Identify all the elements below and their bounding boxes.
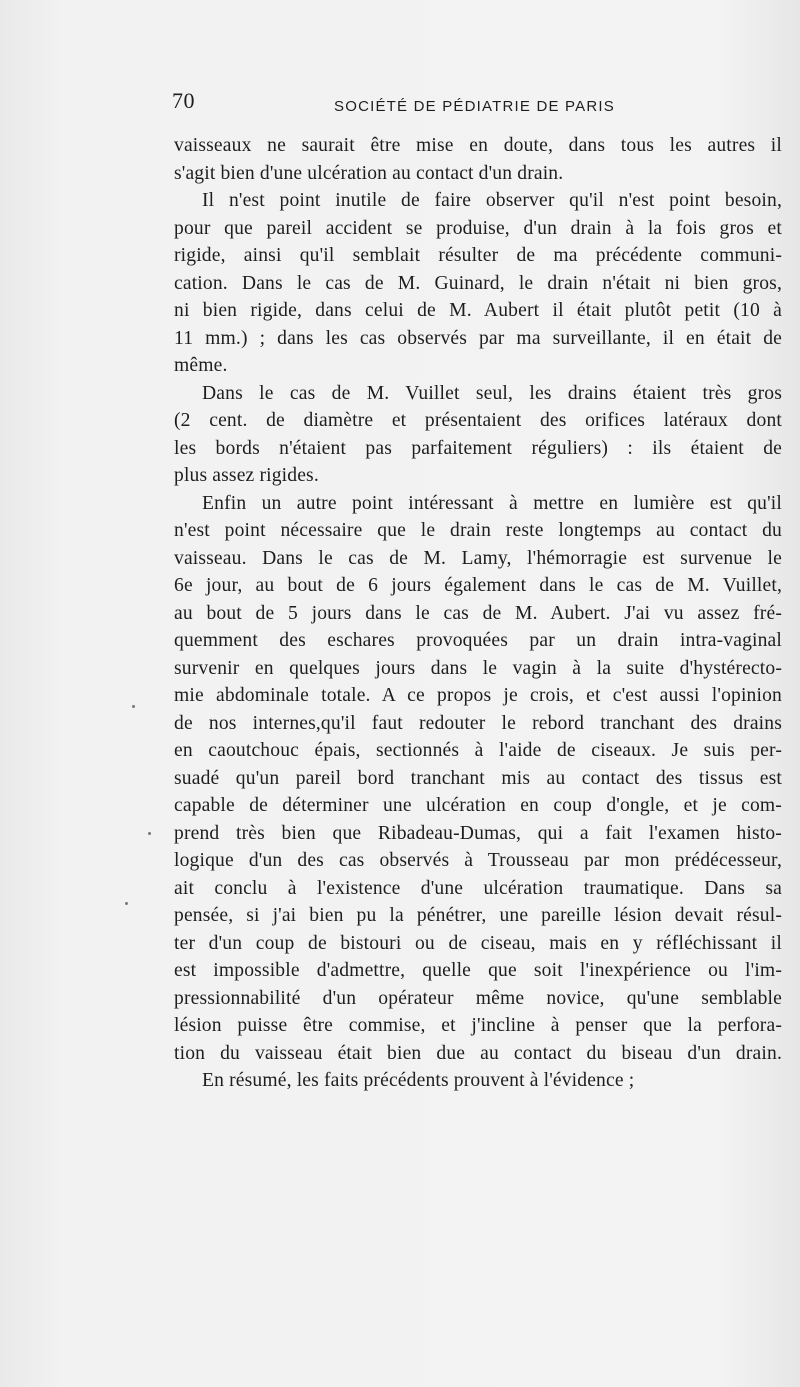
text-line: capable de déterminer une ulcération en coup d'ongle, et je com- xyxy=(174,795,782,816)
text-line: les bords n'étaient pas parfaitement réguliers) : ils étaient de xyxy=(174,437,782,459)
text-line: de nos internes,qu'il faut redouter le rebord tranchant des drains xyxy=(174,712,782,734)
text-line: ter d'un coup de bistouri ou de ciseau, mais en y réfléchissant il xyxy=(174,932,782,954)
paragraph-start-line: Dans le cas de M. Vuillet seul, les drains étaient très gros xyxy=(202,382,782,404)
text-line: au bout de 5 jours dans le cas de M. Aubert. J'ai vu assez fré- xyxy=(174,602,782,624)
text-line: plus assez rigides. xyxy=(174,465,319,486)
text-line: vaisseaux ne saurait être mise en doute, dans tous les autres il xyxy=(174,135,782,156)
text-line: s'agit bien d'une ulcération au contact d'un drain. xyxy=(174,162,564,184)
text-line: suadé qu'un pareil bord tranchant mis au contact des tissus est xyxy=(174,767,782,789)
text-line: tion du vaisseau était bien due au contact du biseau d'un drain. xyxy=(174,1042,782,1064)
paragraph-start-line: Enfin un autre point intéressant à mettre en lumière est qu'il xyxy=(202,492,782,514)
text-line: 6e jour, au bout de 6 jours également dans le cas de M. Vuillet, xyxy=(174,575,782,596)
body-text xyxy=(174,132,782,1095)
text-line: est impossible d'admettre, quelle que soit l'inexpérience ou l'im- xyxy=(174,960,782,981)
scan-speck xyxy=(125,902,128,905)
scan-speck xyxy=(148,832,151,835)
text-line: rigide, ainsi qu'il semblait résulter de ma précédente communi- xyxy=(174,245,782,266)
text-line: (2 cent. de diamètre et présentaient des orifices latéraux dont xyxy=(174,410,782,431)
text-line: mie abdominale totale. A ce propos je crois, et c'est aussi l'opinion xyxy=(174,685,782,706)
text-line: logique d'un des cas observés à Trousseau par mon prédécesseur, xyxy=(174,850,782,871)
text-line: 11 mm.) ; dans les cas observés par ma surveillante, il en était de xyxy=(174,327,782,349)
running-head: SOCIÉTÉ DE PÉDIATRIE DE PARIS xyxy=(334,98,615,115)
text-line: même. xyxy=(174,355,228,376)
text-line: ni bien rigide, dans celui de M. Aubert il était plutôt petit (10 à xyxy=(174,300,782,321)
paragraph-start-line: Il n'est point inutile de faire observer qu'il n'est point besoin, xyxy=(202,190,782,211)
page-number: 70 xyxy=(172,88,195,113)
text-line: ait conclu à l'existence d'une ulcération traumatique. Dans sa xyxy=(174,877,782,899)
text-line: quemment des eschares provoquées par un drain intra-vaginal xyxy=(174,630,782,651)
text-line: vaisseau. Dans le cas de M. Lamy, l'hémorragie est survenue le xyxy=(174,547,782,569)
text-line: en caoutchouc épais, sectionnés à l'aide de ciseaux. Je suis per- xyxy=(174,740,782,761)
text-line: n'est point nécessaire que le drain reste longtemps au contact du xyxy=(174,520,782,541)
text-line: lésion puisse être commise, et j'incline à penser que la perfora- xyxy=(174,1015,782,1036)
text-line: pour que pareil accident se produise, d'un drain à la fois gros et xyxy=(174,217,782,239)
text-line: cation. Dans le cas de M. Guinard, le drain n'était ni bien gros, xyxy=(174,272,782,294)
text-line: prend très bien que Ribadeau-Dumas, qui a fait l'examen histo- xyxy=(174,822,782,844)
paragraph-start-line: En résumé, les faits précédents prouvent à l'évidence ; xyxy=(202,1070,635,1091)
scan-speck xyxy=(132,705,135,708)
page-header xyxy=(172,88,782,124)
text-line: pensée, si j'ai bien pu la pénétrer, une pareille lésion devait résul- xyxy=(174,905,782,926)
text-line: pressionnabilité d'un opérateur même novice, qu'une semblable xyxy=(174,987,782,1009)
text-line: survenir en quelques jours dans le vagin à la suite d'hystérecto- xyxy=(174,657,782,679)
